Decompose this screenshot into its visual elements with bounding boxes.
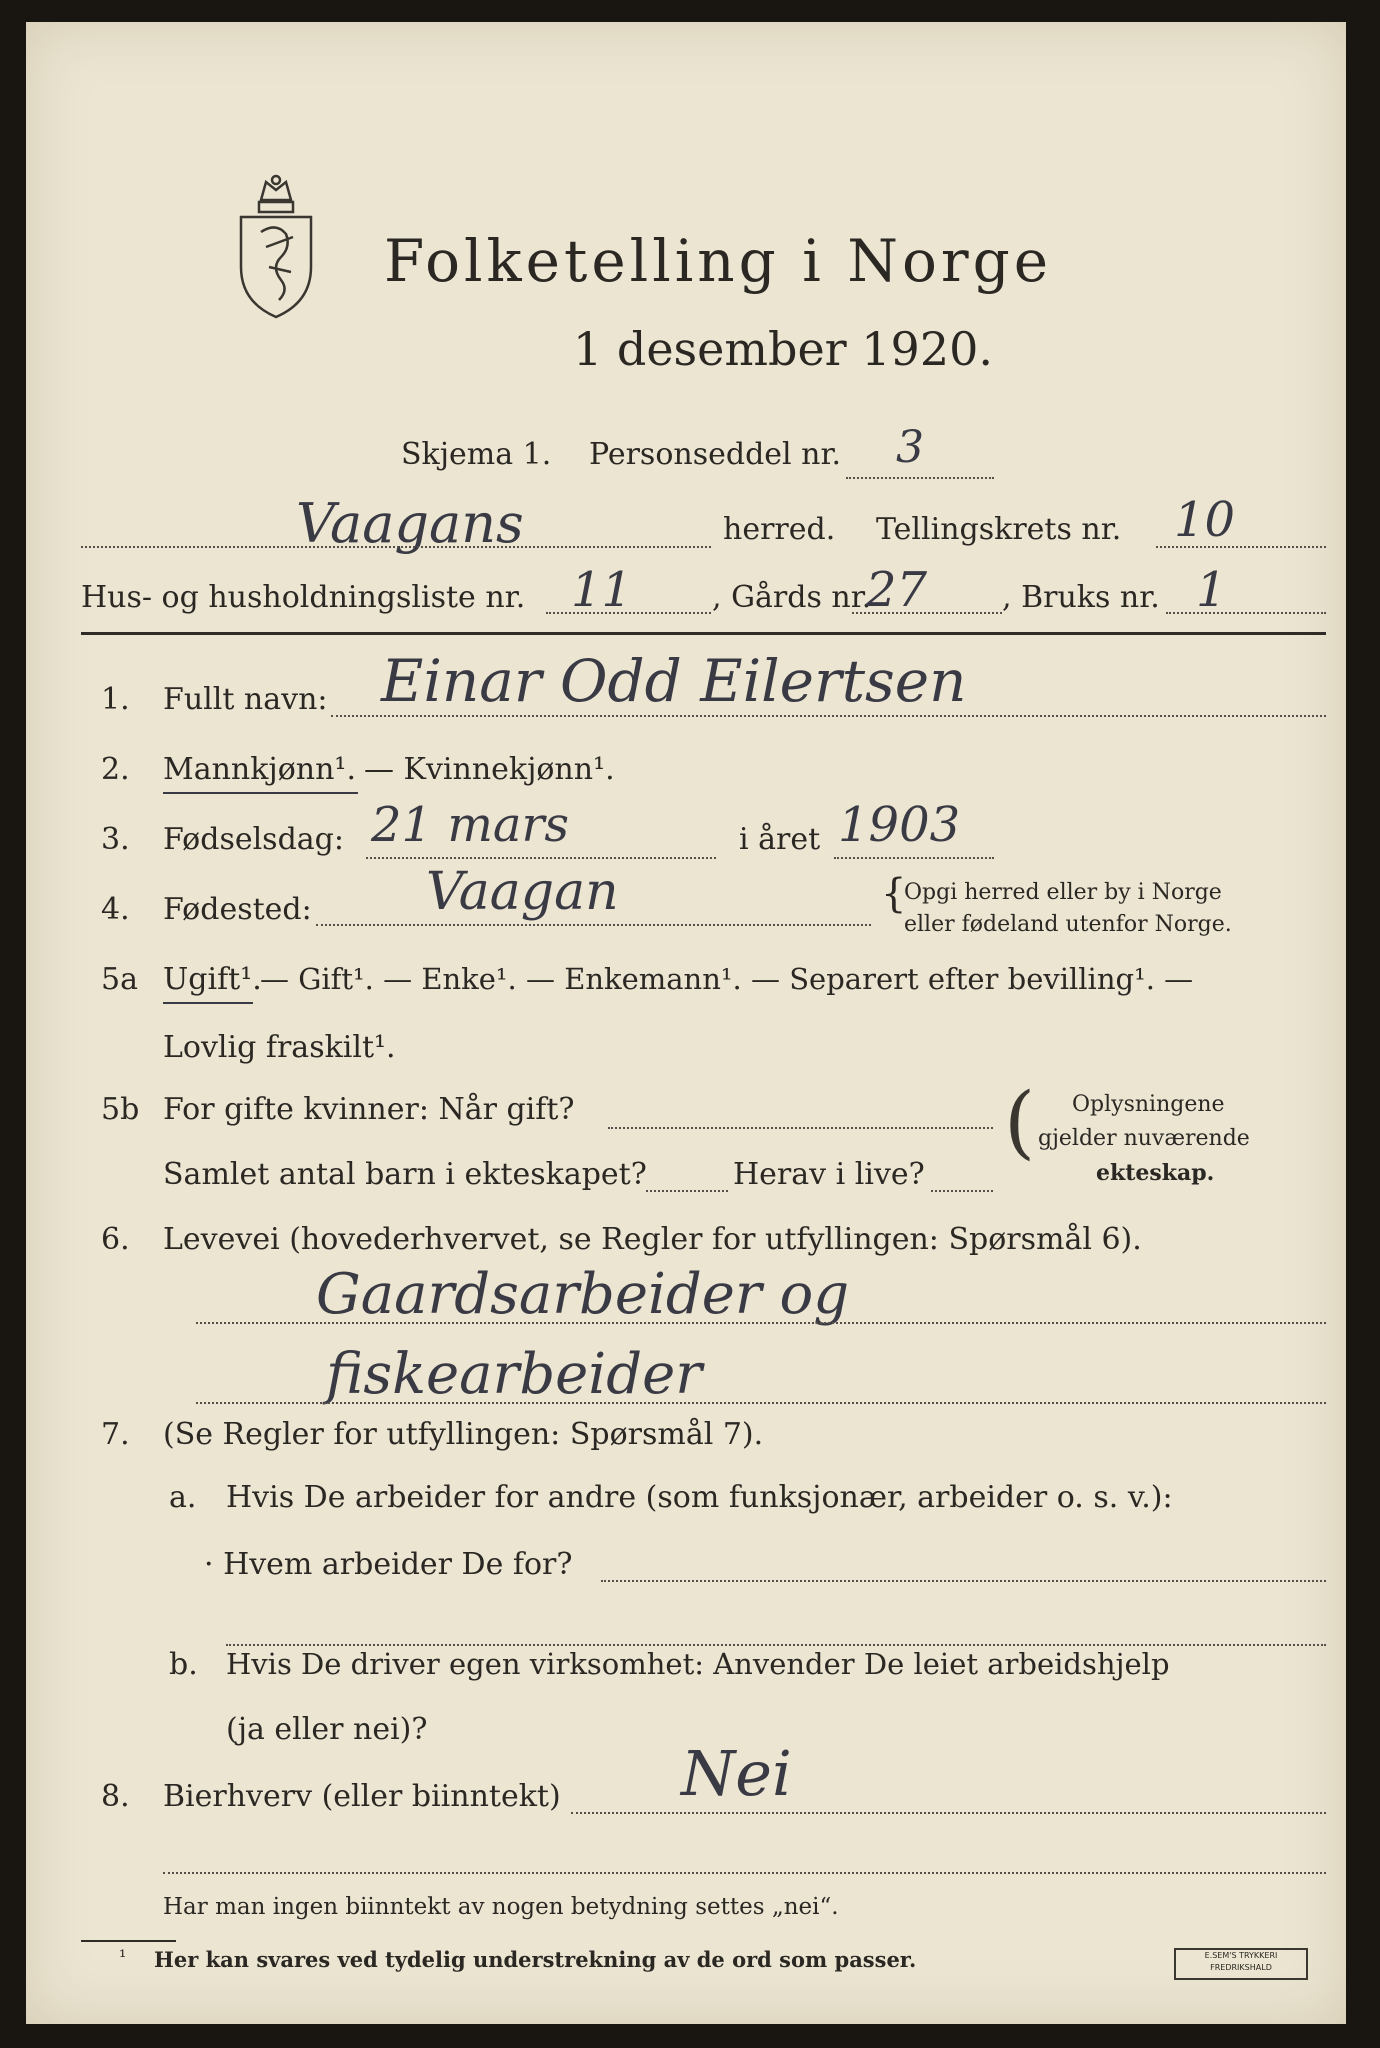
q4-label: Fødested: bbox=[163, 892, 312, 927]
bruks-value: 1 bbox=[1196, 562, 1227, 618]
q5b-note-3: ekteskap. bbox=[1096, 1160, 1215, 1186]
q5a-options: — Gift¹. — Enke¹. — Enkemann¹. — Separert efter bevilling¹. — bbox=[260, 962, 1194, 996]
q3-label: Fødselsdag: bbox=[163, 822, 344, 857]
q7b-label2: (ja eller nei)? bbox=[226, 1712, 428, 1747]
q5b-line-3 bbox=[931, 1190, 993, 1192]
census-date: 1 desember 1920. bbox=[573, 322, 993, 376]
q2-male-underline bbox=[163, 792, 358, 794]
q8-line-2 bbox=[163, 1872, 1326, 1874]
gards-label: , Gårds nr. bbox=[712, 580, 872, 615]
q1-value: Einar Odd Eilertsen bbox=[381, 647, 967, 715]
q4-note-1: Opgi herred eller by i Norge bbox=[904, 880, 1222, 905]
tellingskrets-value: 10 bbox=[1174, 492, 1236, 548]
q8-line-1 bbox=[571, 1812, 1326, 1814]
q7a-line-1 bbox=[601, 1580, 1326, 1582]
personseddel-label: Personseddel nr. bbox=[589, 437, 842, 472]
q8-label: Bierhverv (eller biinntekt) bbox=[163, 1779, 561, 1814]
q5a-number: 5a bbox=[101, 962, 138, 997]
printer-stamp bbox=[1174, 1948, 1308, 1980]
q6-line-2 bbox=[196, 1402, 1326, 1404]
bruks-label: , Bruks nr. bbox=[1002, 580, 1160, 615]
husliste-label: Hus- og husholdningsliste nr. bbox=[81, 580, 526, 615]
q2-female: — Kvinnekjønn¹. bbox=[364, 752, 615, 787]
bruks-line bbox=[1166, 612, 1326, 614]
q5b-note-1: Oplysningene bbox=[1072, 1092, 1225, 1117]
q5b-number: 5b bbox=[101, 1092, 140, 1127]
q5b-label2: Samlet antal barn i ekteskapet? bbox=[163, 1157, 647, 1192]
q3-year-value: 1903 bbox=[838, 797, 961, 853]
herred-label: herred. bbox=[723, 512, 836, 547]
q7a-label: Hvis De arbeider for andre (som funksjonær, arbeider o. s. v.): bbox=[226, 1480, 1173, 1515]
q5b-line-2 bbox=[646, 1190, 728, 1192]
q7b-number: b. bbox=[169, 1647, 198, 1682]
q5a-line2: Lovlig fraskilt¹. bbox=[163, 1030, 396, 1065]
header-divider bbox=[81, 632, 1326, 635]
q6-line-1 bbox=[196, 1322, 1326, 1324]
footnote: Her kan svares ved tydelig understrekning av de ord som passer. bbox=[154, 1947, 917, 1972]
q1-number: 1. bbox=[101, 682, 130, 717]
q2-male: Mannkjønn¹. bbox=[163, 752, 356, 787]
q8-number: 8. bbox=[101, 1779, 130, 1814]
q3-line bbox=[366, 857, 716, 859]
q6-value-1: Gaardsarbeider og bbox=[316, 1262, 850, 1327]
q5b-label3: Herav i live? bbox=[733, 1157, 925, 1192]
footer-note: Har man ingen biinntekt av nogen betydning settes „nei“. bbox=[163, 1894, 839, 1920]
printer-stamp-line-2: FREDRIKSHALD bbox=[1210, 1963, 1272, 1972]
q5b-label: For gifte kvinner: Når gift? bbox=[163, 1092, 575, 1127]
tellingskrets-label: Tellingskrets nr. bbox=[876, 512, 1122, 547]
q6-value-2: fiskearbeider bbox=[326, 1342, 702, 1407]
q4-number: 4. bbox=[101, 892, 130, 927]
q7b-label: Hvis De driver egen virksomhet: Anvender De leiet arbeidshjelp bbox=[226, 1647, 1170, 1681]
footnote-divider bbox=[81, 1940, 176, 1942]
q5a-ugift-underline bbox=[163, 1002, 253, 1004]
q3-year-label: i året bbox=[739, 822, 821, 857]
q3-value: 21 mars bbox=[371, 797, 570, 853]
q7-label: (Se Regler for utfyllingen: Spørsmål 7). bbox=[163, 1417, 764, 1452]
herred-value: Vaagans bbox=[296, 492, 524, 555]
schema-label: Skjema 1. bbox=[401, 437, 552, 472]
q4-value: Vaagan bbox=[426, 862, 619, 922]
q8-value: Nei bbox=[681, 1737, 792, 1810]
coat-of-arms-icon bbox=[231, 172, 321, 322]
q5b-bracket: ( bbox=[1004, 1075, 1036, 1168]
q3-number: 3. bbox=[101, 822, 130, 857]
q5b-note-2: gjelder nuværende bbox=[1038, 1126, 1250, 1151]
printer-stamp-line-1: E.SEM'S TRYKKERI bbox=[1204, 1951, 1278, 1960]
q2-number: 2. bbox=[101, 752, 130, 787]
q7a-label2: · Hvem arbeider De for? bbox=[204, 1547, 573, 1582]
q7a-line-2 bbox=[226, 1644, 1326, 1646]
q3-year-line bbox=[834, 857, 994, 859]
footnote-mark: ¹ bbox=[119, 1947, 127, 1968]
herred-line bbox=[81, 546, 711, 548]
census-form bbox=[26, 22, 1346, 2024]
q1-line bbox=[331, 715, 1326, 717]
gards-value: 27 bbox=[866, 562, 928, 618]
q4-line bbox=[316, 924, 871, 926]
page-title: Folketelling i Norge bbox=[384, 227, 1053, 295]
personseddel-value: 3 bbox=[896, 422, 924, 473]
q5b-line-1 bbox=[608, 1127, 993, 1129]
q7-number: 7. bbox=[101, 1417, 130, 1452]
q6-number: 6. bbox=[101, 1222, 130, 1257]
q1-label: Fullt navn: bbox=[163, 682, 328, 717]
q6-label: Levevei (hovederhvervet, se Regler for utfyllingen: Spørsmål 6). bbox=[163, 1222, 1142, 1257]
q4-note-2: eller fødeland utenfor Norge. bbox=[904, 912, 1232, 937]
q4-brace: { bbox=[881, 871, 907, 917]
q7a-number: a. bbox=[169, 1480, 197, 1515]
husliste-value: 11 bbox=[571, 562, 633, 618]
q5a-ugift: Ugift¹. bbox=[163, 962, 262, 997]
personseddel-line bbox=[846, 477, 994, 479]
